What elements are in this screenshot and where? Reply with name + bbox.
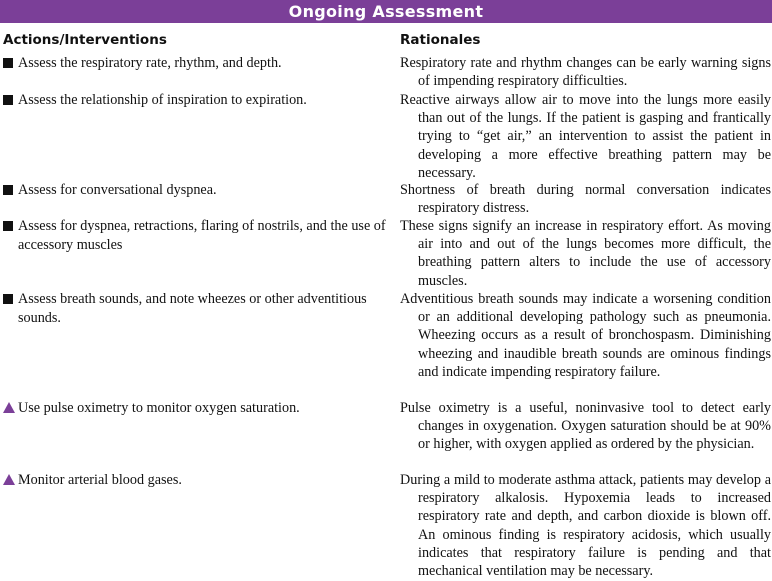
square-bullet-icon xyxy=(3,290,18,309)
column-header-actions: Actions/Interventions xyxy=(3,32,167,48)
action-text: Assess for conversational dyspnea. xyxy=(18,182,217,198)
rationale-text: Pulse oximetry is a useful, noninvasive tool to detect early changes in oxygenation. Oxygen saturation should be at 90% or higher, with oxygen applied as ordered by the physician. xyxy=(400,400,771,453)
action-cell xyxy=(3,290,390,327)
action-text: Assess the relationship of inspiration to expiration. xyxy=(18,92,307,108)
column-header-rationales: Rationales xyxy=(400,32,481,48)
square-bullet-icon xyxy=(3,91,18,110)
triangle-bullet-icon xyxy=(3,399,18,418)
rationale-text: Reactive airways allow air to move into the lungs more easily than out of the lungs. If the patient is gasping and frantically trying to “get air,” an intervention to assist the patient in developing a more effective breathing pattern may be necessary. xyxy=(400,92,771,181)
rationale-text: Adventitious breath sounds may indicate a worsening condition or an additional developing pathology such as pneumonia. Wheezing occurs as a result of bronchospasm. Diminishing wheezing and inaudible breath sounds are ominous findings and indicate impending respiratory failure. xyxy=(400,291,771,380)
action-cell xyxy=(3,91,390,110)
square-bullet-icon xyxy=(3,54,18,73)
action-cell xyxy=(3,471,390,490)
action-text: Assess for dyspnea, retractions, flaring of nostrils, and the use of accessory muscles xyxy=(18,218,386,254)
action-cell xyxy=(3,181,390,200)
action-text: Assess breath sounds, and note wheezes or other adventitious sounds. xyxy=(18,291,367,327)
action-text: Use pulse oximetry to monitor oxygen saturation. xyxy=(18,400,300,416)
action-text: Monitor arterial blood gases. xyxy=(18,472,182,488)
square-bullet-icon xyxy=(3,217,18,236)
rationale-text: Respiratory rate and rhythm changes can be early warning signs of impending respiratory difficulties. xyxy=(400,55,771,90)
rationale-text: These signs signify an increase in respiratory effort. As moving air into and out of the lungs becomes more difficult, the breathing pattern alters to include the use of accessory muscles. xyxy=(400,218,771,289)
triangle-bullet-icon xyxy=(3,471,18,490)
section-title: Ongoing Assessment xyxy=(0,0,772,23)
action-cell xyxy=(3,399,390,418)
action-text: Assess the respiratory rate, rhythm, and depth. xyxy=(18,55,282,71)
rationale-text: During a mild to moderate asthma attack, patients may develop a respiratory alkalosis. Hypoxemia leads to increased respiratory rate and depth, and carbon dioxide is blown off. An ominous finding is respiratory acidosis, which usually indicates that respiratory failure is pending and that mechanical ventilation may be necessary. xyxy=(400,472,771,580)
rationale-text: Shortness of breath during normal conversation indicates respiratory distress. xyxy=(400,182,771,217)
action-cell xyxy=(3,217,390,254)
action-cell xyxy=(3,54,390,73)
square-bullet-icon xyxy=(3,181,18,200)
